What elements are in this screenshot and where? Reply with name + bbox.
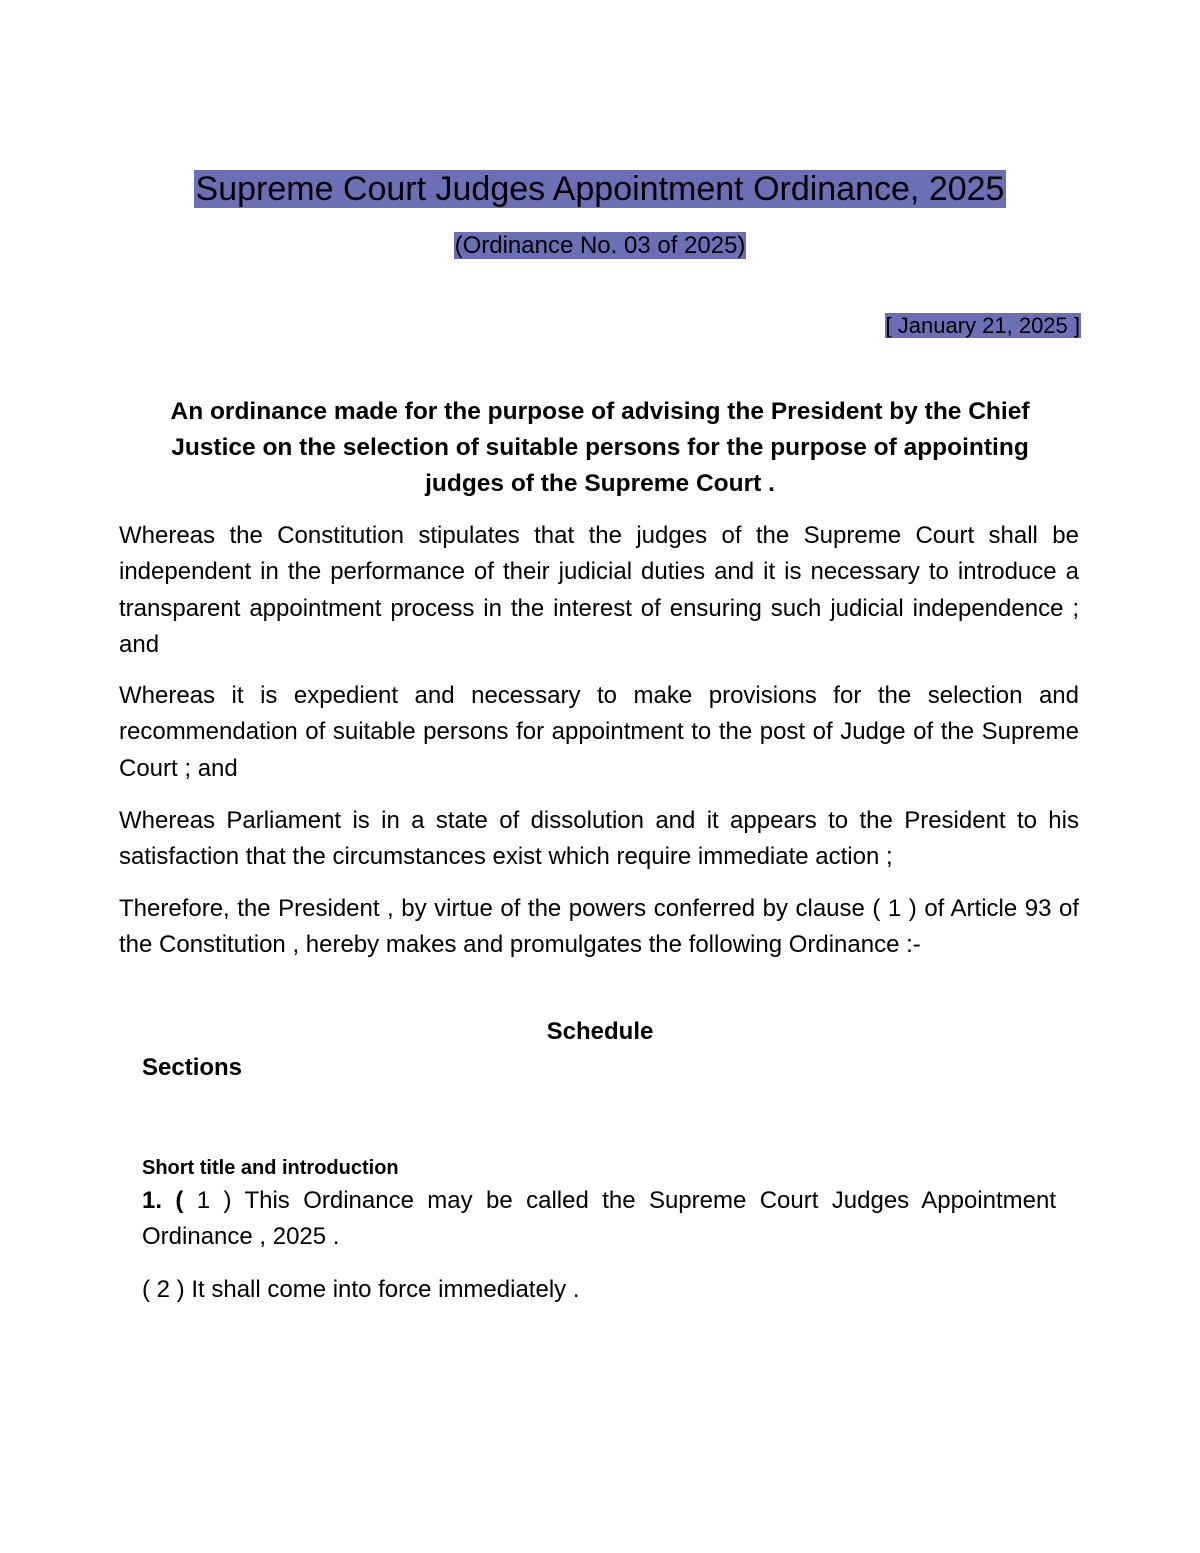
document-title: Supreme Court Judges Appointment Ordinance, 2025: [195, 170, 1005, 208]
whereas-paragraph-3: Whereas Parliament is in a state of dissolution and it appears to the President to his satisfaction that the circumstances exist which require immediate action ;: [119, 807, 1079, 871]
preamble-heading: An ordinance made for the purpose of advising the President by the Chief Justice on the selection of suitable persons for the purpose of appointing judges of the Supreme Court .: [170, 398, 1030, 497]
sections-heading: Sections: [142, 1054, 243, 1081]
title-block: [0, 168, 1200, 210]
section-1-clause-2: ( 2 ) It shall come into force immediately .: [142, 1276, 580, 1303]
clause-1-number: 1 ): [183, 1187, 232, 1214]
ordinance-number: (Ordinance No. 03 of 2025): [454, 232, 746, 259]
section-1-heading: Short title and introduction: [142, 1157, 399, 1179]
whereas-paragraph-1: Whereas the Constitution stipulates that the judges of the Supreme Court shall be independent in the performance of their judicial duties and it is necessary to introduce a transparent appointment process in the interest of ensuring such judicial independence ; and: [119, 522, 1079, 658]
therefore-paragraph: Therefore, the President , by virtue of the powers conferred by clause ( 1 ) of Article 93 of the Constitution , hereby makes and promulgates the following Ordinance :-: [119, 895, 1079, 959]
whereas-paragraph-2: Whereas it is expedient and necessary to make provisions for the selection and recommendation of suitable persons for appointment to the post of Judge of the Supreme Court ; and: [119, 682, 1079, 782]
section-1-number: 1. (: [142, 1187, 184, 1214]
schedule-heading: Schedule: [546, 1018, 654, 1045]
ordinance-date: [ January 21, 2025 ]: [885, 313, 1080, 338]
section-1-clause-1: [142, 1183, 1056, 1255]
subtitle-block: [0, 230, 1200, 262]
clause-1-text: This Ordinance may be called the Supreme Court Judges Appointment Ordinance , 2025 .: [142, 1187, 1056, 1250]
date-block: [885, 311, 1081, 341]
